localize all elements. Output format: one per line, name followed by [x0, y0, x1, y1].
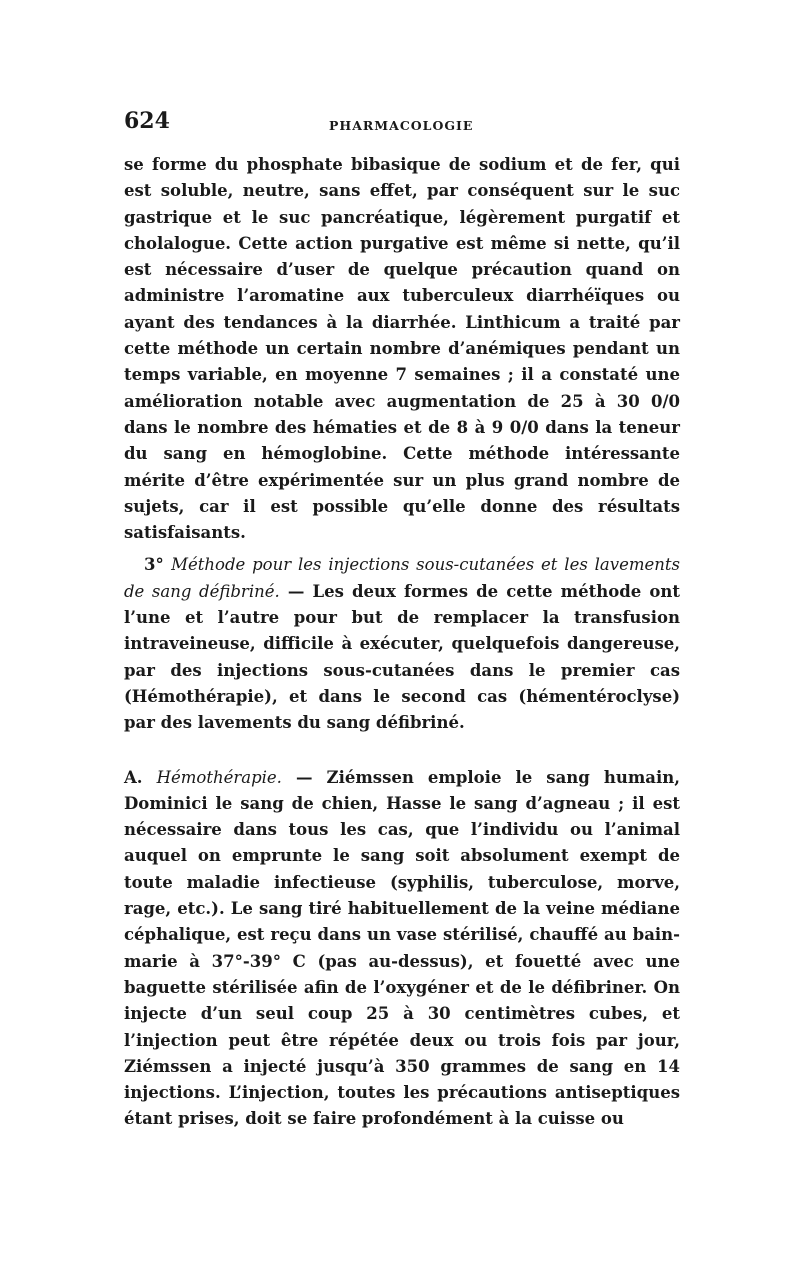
- paragraph-2-text: — Les deux formes de cette méthode ont l’une et l’autre pour but de remplacer la transfusion intraveineuse, difficile à exécuter, quelquefois dangereuse, par des injections sous-cutanées dans le premier cas (Hémothérapie), et dans le second cas (hémentéroclyse) par des lavements du sang défibriné.: [124, 581, 680, 733]
- book-page: [124, 108, 680, 1133]
- paragraph-3: [124, 765, 680, 1133]
- body-text: [124, 152, 680, 1133]
- paragraph-2-heading: Méthode pour les injections sous-cutanées et les lavements de sang défibriné.: [124, 555, 680, 601]
- running-title: PHARMACOLOGIE: [329, 118, 474, 133]
- paragraph-2-number: 3°: [144, 555, 172, 575]
- paragraph-3-text: — Ziémssen emploie le sang humain, Dominici le sang de chien, Hasse le sang d’agneau ; il est nécessaire dans tous les cas, que l’individu ou l’animal auquel on emprunte le sang soit absolument exempt de toute maladie infectieuse (syphilis, tuberculose, morve, rage, etc.). Le sang tiré habituellement de la veine médiane céphalique, est reçu dans un vase stérilisé, chauffé au bain-marie à 37°-39° C (pas au-dessus), et fouetté avec une baguette stérilisée afin de l’oxygéner et de le défibriner. On injecte d’un seul coup 25 à 30 centimètres cubes, et l’injection peut être répétée deux ou trois fois par jour, Ziémssen a injecté jusqu’à 350 grammes de sang en 14 injections. L’injection, toutes les précautions antiseptiques étant prises, doit se faire profondément à la cuisse ou: [124, 767, 680, 1129]
- paragraph-2: [124, 552, 680, 736]
- paragraph-1: se forme du phosphate bibasique de sodium et de fer, qui est soluble, neutre, sans effet, par conséquent sur le suc gastrique et le suc pancréatique, légèrement purgatif et cholalogue. Cette action purgative est même si nette, qu’il est nécessaire d’user de quelque précaution quand on administre l’aromatine aux tuberculeux diarrhéïques ou ayant des tendances à la diarrhée. Linthicum a traité par cette méthode un certain nombre d’anémiques pendant un temps variable, en moyenne 7 semaines ; il a constaté une amélioration notable avec augmentation de 25 à 30 0/0 dans le nombre des hématies et de 8 à 9 0/0 dans la teneur du sang en hémoglobine. Cette méthode intéressante mérite d’être expérimentée sur un plus grand nombre de sujets, car il est possible qu’elle donne des résultats satisfaisants.: [124, 155, 680, 543]
- page-number: 624: [124, 108, 170, 134]
- paragraph-3-heading: Hémothérapie.: [156, 767, 282, 787]
- running-head: [124, 108, 680, 142]
- paragraph-3-letter: A.: [124, 767, 157, 787]
